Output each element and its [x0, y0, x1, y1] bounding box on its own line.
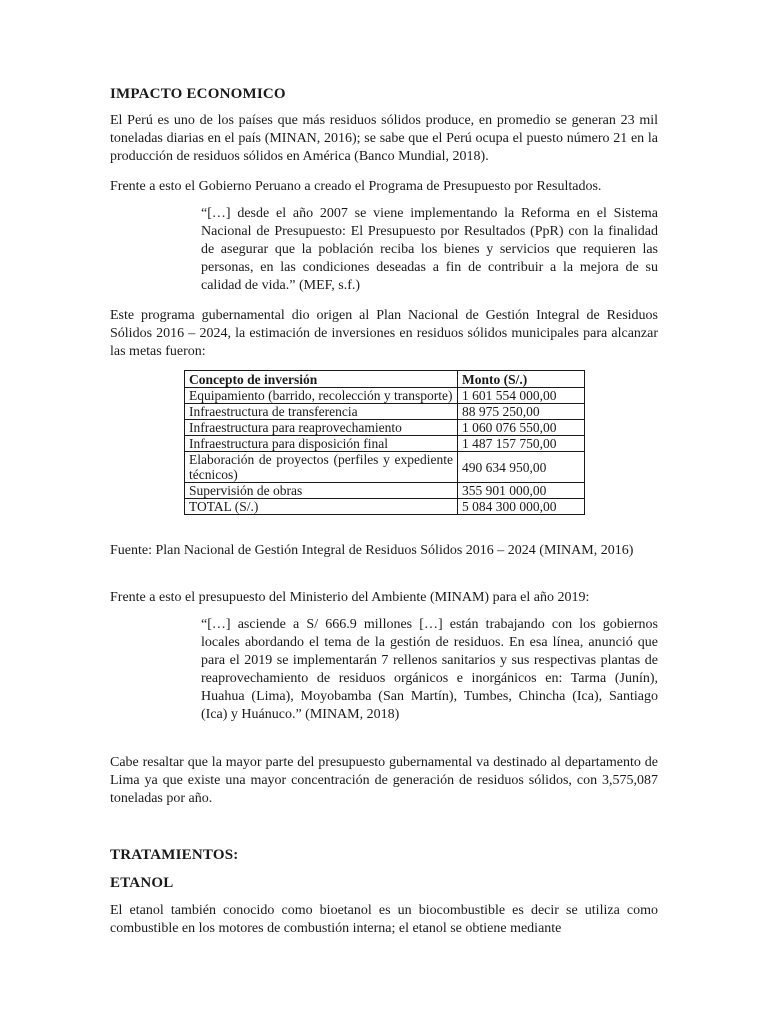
cell-concepto: Infraestructura para disposición final: [185, 436, 458, 452]
table-header-row: [185, 371, 585, 388]
table-source: Fuente: Plan Nacional de Gestión Integral de Residuos Sólidos 2016 – 2024 (MINAM, 2016): [110, 543, 634, 558]
heading-tratamientos: TRATAMIENTOS:: [110, 847, 239, 863]
table-total-row: [185, 499, 585, 515]
paragraph-plan-nacional: Este programa gubernamental dio origen al Plan Nacional de Gestión Integral de Residuos Sólidos 2016 – 2024, la estimación de inversiones en residuos sólidos municipales para alcanzar las metas fueron:: [110, 308, 658, 359]
paragraph-residuos-peru: El Perú es uno de los países que más residuos sólidos produce, en promedio se generan 23 mil toneladas diarias en el país (MINAN, 2016); se sabe que el Perú ocupa el puesto número 21 en la producción de residuos sólidos en América (Banco Mundial, 2018).: [110, 113, 658, 164]
cell-monto: 1 060 076 550,00: [458, 420, 585, 436]
table-row: [185, 483, 585, 499]
table-row: [185, 452, 585, 483]
header-monto: Monto (S/.): [458, 371, 585, 388]
cell-monto: 1 601 554 000,00: [458, 388, 585, 404]
cell-monto: 355 901 000,00: [458, 483, 585, 499]
quote-mef: “[…] desde el año 2007 se viene implementando la Reforma en el Sistema Nacional de Presupuesto: El Presupuesto por Resultados (PpR) con la finalidad de asegurar que la población reciba los bienes y servicios que requieren las personas, en las condiciones deseadas a fin de contribuir a la mejora de su calidad de vida.” (MEF, s.f.): [201, 206, 658, 293]
table-row: [185, 404, 585, 420]
paragraph-etanol: El etanol también conocido como bioetanol es un biocombustible es decir se utiliza como combustible en los motores de combustión interna; el etanol se obtiene mediante: [110, 903, 658, 936]
cell-monto: 1 487 157 750,00: [458, 436, 585, 452]
table-row: [185, 388, 585, 404]
quote-minam: “[…] asciende a S/ 666.9 millones […] están trabajando con los gobiernos locales abordando el tema de la gestión de residuos. En esa línea, anunció que para el 2019 se implementarán 7 rellenos sanitarios y sus respectivas plantas de reaprovechamiento de residuos orgánicos e inorgánicos en: Tarma (Junín), Huahua (Lima), Moyobamba (San Martín), Tumbes, Chincha (Ica), Santiago (Ica) y Huánuco.” (MINAM, 2018): [201, 617, 658, 722]
cell-total-monto: 5 084 300 000,00: [458, 499, 585, 515]
cell-concepto: Supervisión de obras: [185, 483, 458, 499]
paragraph-presupuesto-minam: Frente a esto el presupuesto del Ministerio del Ambiente (MINAM) para el año 2019:: [110, 590, 590, 605]
paragraph-programa-presupuesto: Frente a esto el Gobierno Peruano a creado el Programa de Presupuesto por Resultados.: [110, 179, 602, 194]
heading-impacto-economico: IMPACTO ECONOMICO: [110, 86, 286, 102]
table-row: [185, 436, 585, 452]
cell-monto: 490 634 950,00: [458, 452, 585, 483]
cell-concepto: Infraestructura para reaprovechamiento: [185, 420, 458, 436]
cell-monto: 88 975 250,00: [458, 404, 585, 420]
table-row: [185, 420, 585, 436]
cell-concepto: Equipamiento (barrido, recolección y transporte): [185, 388, 458, 404]
investment-table: [184, 370, 585, 515]
heading-etanol: ETANOL: [110, 875, 174, 891]
header-concepto: Concepto de inversión: [185, 371, 458, 388]
paragraph-lima: Cabe resaltar que la mayor parte del presupuesto gubernamental va destinado al departamento de Lima ya que existe una mayor concentración de generación de residuos sólidos, con 3,575,087 toneladas por año.: [110, 755, 658, 806]
cell-total-label: TOTAL (S/.): [185, 499, 458, 515]
cell-concepto: Elaboración de proyectos (perfiles y expediente técnicos): [185, 452, 458, 483]
cell-concepto: Infraestructura de transferencia: [185, 404, 458, 420]
